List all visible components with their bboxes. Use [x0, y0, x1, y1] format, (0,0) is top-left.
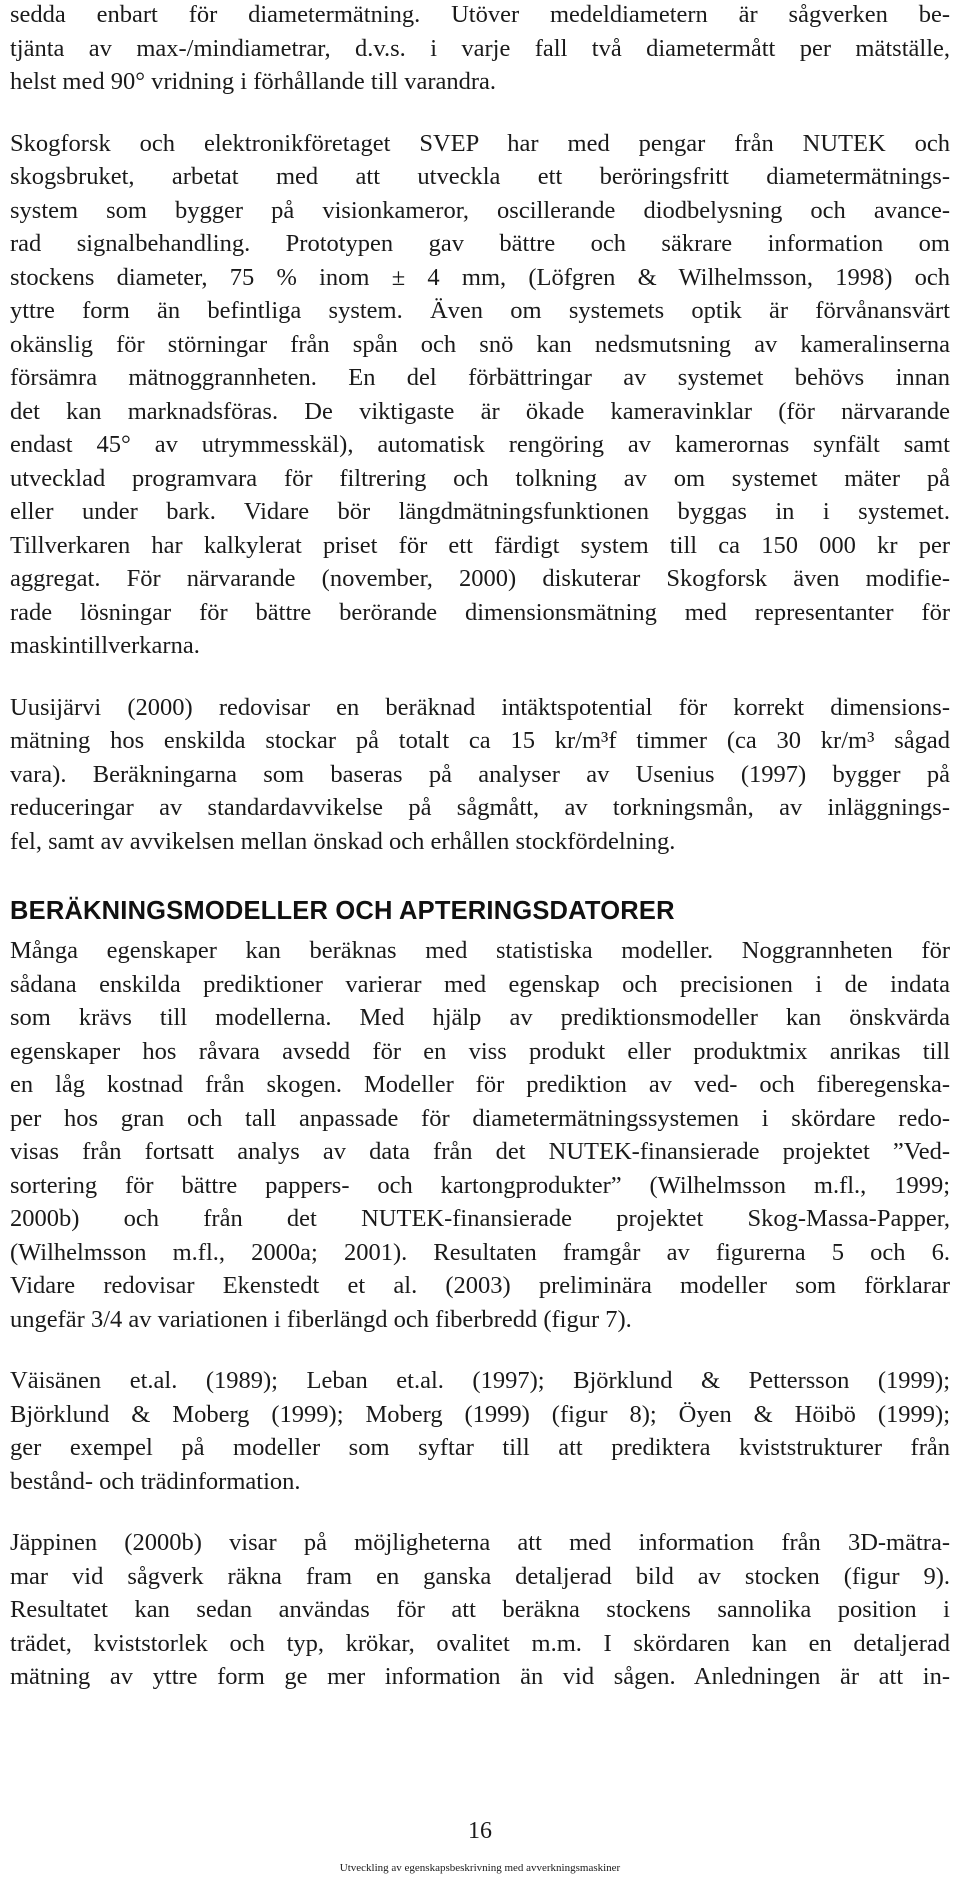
- text-line: utvecklad programvara för filtrering och tolkning av om systemet mäter på: [10, 464, 950, 492]
- text-line: sådana enskilda prediktioner varierar med egenskap och precisionen i de indata: [10, 970, 950, 998]
- text-line: eller under bark. Vidare bör längdmätningsfunktionen byggas in i systemet.: [10, 498, 950, 525]
- text-line: försämra mätnoggrannheten. En del förbättringar av systemet behövs innan: [10, 364, 950, 391]
- text-line: maskintillverkarna.: [10, 632, 200, 659]
- text-line: vara). Beräkningarna som baseras på analyser av Usenius (1997) bygger på: [10, 760, 950, 788]
- footer-document-title: Utveckling av egenskapsbeskrivning med avverkningsmaskiner: [339, 1862, 621, 1874]
- text-line: bestånd- och trädinformation.: [10, 1467, 301, 1495]
- text-line: Många egenskaper kan beräknas med statistiska modeller. Noggrannheten för: [10, 937, 950, 964]
- text-line: skogsbruket, arbetat med att utveckla ett beröringsfritt diametermätnings-: [10, 163, 950, 190]
- text-line: egenskaper hos råvara avsedd för en viss produkt eller produktmix anrikas till: [10, 1037, 950, 1065]
- text-line: fel, samt av avvikelsen mellan önskad och erhållen stockfördelning.: [10, 827, 676, 855]
- text-line: visas från fortsatt analys av data från det NUTEK-finansierade projektet ”Ved-: [10, 1138, 950, 1165]
- text-line: mätning hos enskilda stockar på totalt ca 15 kr/m³f timmer (ca 30 kr/m³ sågad: [10, 727, 950, 754]
- text-line: Vidare redovisar Ekenstedt et al. (2003) preliminära modeller som förklarar: [10, 1272, 950, 1299]
- text-line: per hos gran och tall anpassade för diametermätningssystemen i skördare redo-: [10, 1104, 950, 1132]
- text-line: Björklund & Moberg (1999); Moberg (1999) (figur 8); Öyen & Höibö (1999);: [10, 1400, 950, 1428]
- text-line: reduceringar av standardavvikelse på sågmått, av torkningsmån, av inläggnings-: [10, 794, 950, 821]
- paragraph: [10, 1364, 950, 1498]
- text-line: system som bygger på visionkameror, oscillerande diodbelysning och avance-: [10, 196, 950, 224]
- text-line: Resultatet kan sedan användas för att beräkna stockens sannolika position i: [10, 1596, 950, 1623]
- paragraph-gap: [10, 663, 950, 691]
- text-line: okänslig för störningar från spån och snö kan nedsmutsning av kameralinserna: [10, 330, 950, 358]
- text-line: Skogforsk och elektronikföretaget SVEP har med pengar från NUTEK och: [10, 129, 950, 157]
- paragraph: [10, 934, 950, 1336]
- text-line: tjänta av max-/mindiametrar, d.v.s. i varje fall två diametermått per mätställe,: [10, 34, 950, 62]
- text-line: (Wilhelmsson m.fl., 2000a; 2001). Resultaten framgår av figurerna 5 och 6.: [10, 1238, 950, 1266]
- text-line: Uusijärvi (2000) redovisar en beräknad intäktspotential för korrekt dimensions-: [10, 693, 950, 721]
- text-line: mätning av yttre form ge mer information än vid sågen. Anledningen är att in-: [10, 1663, 950, 1690]
- text-line: Jäppinen (2000b) visar på möjligheterna att med information från 3D-mätra-: [10, 1529, 950, 1556]
- text-line: det kan marknadsföras. De viktigaste är ökade kameravinklar (för närvarande: [10, 397, 950, 425]
- page: [10, 0, 950, 1694]
- paragraph: [10, 127, 950, 663]
- body-text-after-heading: [10, 934, 950, 1694]
- text-line: sedda enbart för diametermätning. Utöver medeldiametern är sågverken be-: [10, 1, 950, 28]
- paragraph-gap: [10, 99, 950, 127]
- text-line: helst med 90° vridning i förhållande till varandra.: [10, 68, 497, 95]
- paragraph: [10, 1526, 950, 1694]
- text-line: Tillverkaren har kalkylerat priset för ett färdigt system till ca 150 000 kr per: [10, 531, 950, 559]
- text-line: mar vid sågverk räkna fram en ganska detaljerad bild av stocken (figur 9).: [10, 1562, 950, 1590]
- text-line: 2000b) och från det NUTEK-finansierade projektet Skog-Massa-Papper,: [10, 1205, 950, 1232]
- body-text-before-heading: [10, 0, 950, 858]
- text-line: rade lösningar för bättre berörande dimensionsmätning med representanter för: [10, 598, 950, 626]
- text-line: yttre form än befintliga system. Även om systemets optik är förvånansvärt: [10, 297, 950, 324]
- paragraph-gap: [10, 1498, 950, 1526]
- text-line: sortering för bättre pappers- och kartongprodukter” (Wilhelmsson m.fl., 1999;: [10, 1171, 950, 1199]
- text-line: trädet, kviststorlek och typ, krökar, ovalitet m.m. I skördaren kan en detaljerad: [10, 1629, 950, 1657]
- text-line: endast 45° av utrymmesskäl), automatisk rengöring av kamerornas synfält samt: [10, 431, 950, 458]
- paragraph: [10, 0, 950, 99]
- text-line: Väisänen et.al. (1989); Leban et.al. (1997); Björklund & Pettersson (1999);: [10, 1367, 950, 1394]
- text-line: stockens diameter, 75 % inom ± 4 mm, (Löfgren & Wilhelmsson, 1998) och: [10, 263, 950, 291]
- text-line: som krävs till modellerna. Med hjälp av prediktionsmodeller kan önskvärda: [10, 1004, 950, 1031]
- paragraph-gap: [10, 1336, 950, 1364]
- text-line: ger exempel på modeller som syftar till att prediktera kviststrukturer från: [10, 1434, 950, 1461]
- text-line: aggregat. För närvarande (november, 2000) diskuterar Skogforsk även modifie-: [10, 565, 950, 592]
- page-number: 16: [468, 1818, 492, 1844]
- paragraph: [10, 691, 950, 859]
- section-heading: BERÄKNINGSMODELLER OCH APTERINGSDATORER: [10, 897, 675, 925]
- text-line: en låg kostnad från skogen. Modeller för prediktion av ved- och fiberegenska-: [10, 1071, 950, 1098]
- text-line: rad signalbehandling. Prototypen gav bättre och säkrare information om: [10, 230, 950, 257]
- text-line: ungefär 3/4 av variationen i fiberlängd och fiberbredd (figur 7).: [10, 1305, 632, 1333]
